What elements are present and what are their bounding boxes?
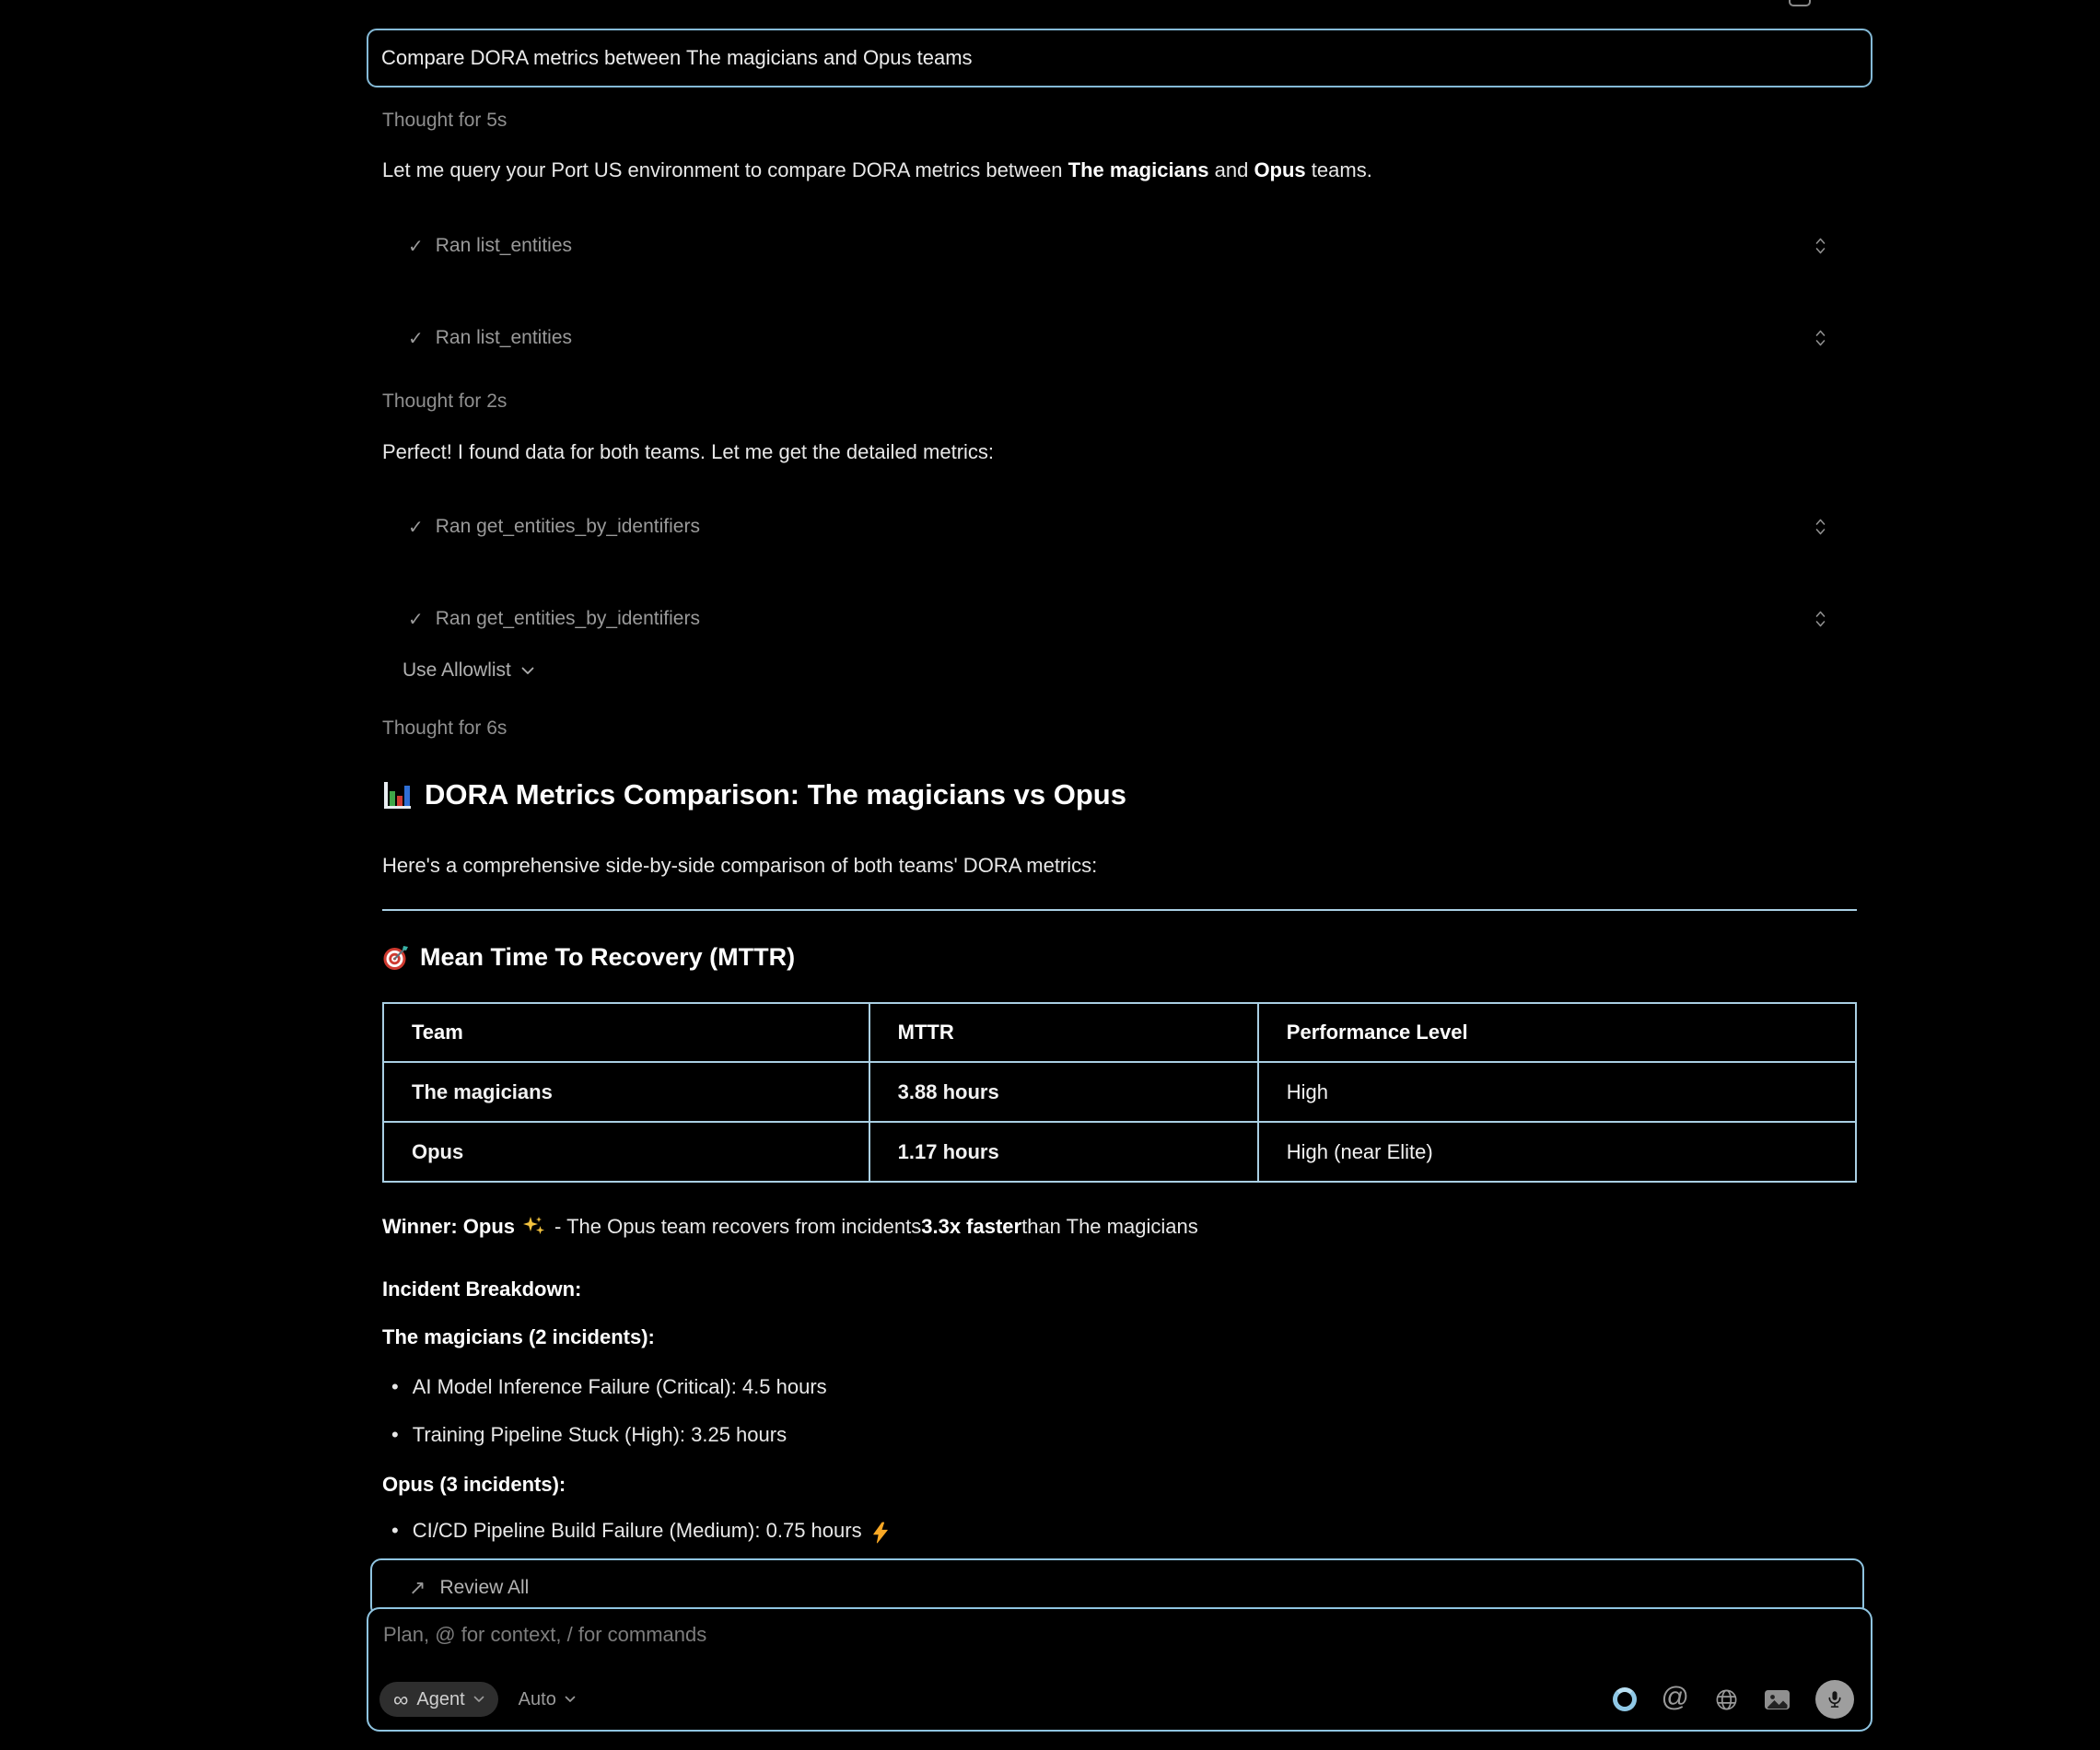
cell-level: High (near Elite) — [1258, 1122, 1856, 1182]
opus-incidents-title: Opus (3 incidents): — [382, 1473, 566, 1496]
tool-call-label: Ran get_entities_by_identifiers — [435, 608, 700, 629]
horizontal-divider — [382, 909, 1857, 911]
tool-call-label: Ran list_entities — [435, 235, 573, 256]
incident-breakdown-title: Incident Breakdown: — [382, 1278, 582, 1301]
intro-text: Let me query your Port US environment to compare DORA metrics between — [382, 158, 1068, 181]
cell-mttr: 3.88 hours — [869, 1062, 1258, 1122]
team-name-bold: The magicians — [1068, 158, 1209, 181]
team-name-bold: Opus — [1254, 158, 1306, 181]
tool-call-label: Ran get_entities_by_identifiers — [435, 516, 700, 537]
bar-chart-emoji-icon — [382, 780, 413, 811]
composer-toolbar — [379, 1680, 1854, 1719]
check-icon: ✓ — [408, 328, 424, 349]
winner-text: than The magicians — [1021, 1215, 1198, 1238]
chevron-up-down-icon[interactable] — [1814, 328, 1826, 348]
bullet-marker: • — [391, 1375, 399, 1398]
tool-call-row[interactable] — [382, 324, 1856, 352]
winner-text: - The Opus team recovers from incidents — [554, 1215, 922, 1238]
tool-call-label: Ran list_entities — [435, 327, 573, 348]
model-auto-dropdown[interactable] — [519, 1689, 576, 1710]
cell-team: The magicians — [383, 1062, 869, 1122]
review-all-label: Review All — [439, 1577, 530, 1598]
use-allowlist-dropdown[interactable] — [402, 659, 534, 682]
incident-text: CI/CD Pipeline Build Failure (Medium): 0.75 hours — [412, 1519, 862, 1542]
intro-text: teams. — [1305, 158, 1372, 181]
chevron-up-down-icon[interactable] — [1814, 236, 1826, 256]
incident-text: AI Model Inference Failure (Critical): 4.5 hours — [412, 1375, 827, 1398]
winner-bold: Winner: Opus — [382, 1215, 516, 1238]
model-label: Auto — [518, 1688, 556, 1709]
clipped-copy-icon[interactable] — [1789, 0, 1811, 6]
magicians-incidents-title: The magicians (2 incidents): — [382, 1325, 655, 1348]
incident-text: Training Pipeline Stuck (High): 3.25 hours — [412, 1423, 788, 1446]
context-usage-ring-icon[interactable] — [1613, 1687, 1637, 1711]
chevron-down-icon — [473, 1696, 484, 1703]
agent-mode-label: Agent — [416, 1688, 465, 1709]
section-heading-dora-comparison — [382, 778, 1126, 811]
assistant-paragraph: Here's a comprehensive side-by-side comparison of both teams' DORA metrics: — [382, 854, 1098, 877]
chevron-up-down-icon[interactable] — [1814, 517, 1826, 537]
thought-duration-label[interactable]: Thought for 2s — [382, 391, 508, 412]
infinity-icon: ∞ — [393, 1686, 409, 1711]
table-row — [383, 1122, 1856, 1182]
tool-call-row[interactable] — [382, 605, 1856, 633]
column-header-mttr: MTTR — [869, 1003, 1258, 1062]
chat-composer[interactable] — [367, 1607, 1872, 1732]
mention-context-icon[interactable]: @ — [1661, 1682, 1689, 1712]
table-header-row — [383, 1003, 1856, 1062]
column-header-team: Team — [383, 1003, 869, 1062]
cell-mttr: 1.17 hours — [869, 1122, 1258, 1182]
list-item — [391, 1422, 1847, 1449]
check-icon: ✓ — [408, 517, 424, 538]
chevron-up-down-icon[interactable] — [1814, 609, 1826, 629]
table-row — [383, 1062, 1856, 1122]
target-emoji-icon — [382, 944, 410, 972]
arrow-up-right-icon: ↗ — [409, 1576, 426, 1599]
chevron-down-icon — [521, 667, 534, 675]
cell-team: Opus — [383, 1122, 869, 1182]
chat-input[interactable] — [381, 1622, 1818, 1648]
list-item — [391, 1374, 1847, 1401]
mttr-comparison-table — [382, 1002, 1857, 1183]
sparkles-emoji-icon — [522, 1216, 545, 1239]
check-icon: ✓ — [408, 609, 424, 630]
heading-text: DORA Metrics Comparison: The magicians vs Opus — [425, 778, 1126, 811]
web-search-globe-icon[interactable] — [1714, 1687, 1739, 1712]
use-allowlist-label: Use Allowlist — [402, 659, 511, 681]
user-message-text: Compare DORA metrics between The magicians and Opus teams — [381, 46, 973, 69]
chevron-down-icon — [565, 1696, 576, 1703]
bullet-marker: • — [391, 1423, 399, 1446]
winner-summary-line — [382, 1214, 1856, 1241]
tool-call-row[interactable] — [382, 513, 1856, 541]
intro-text: and — [1208, 158, 1254, 181]
user-message-bubble[interactable] — [367, 29, 1872, 88]
lightning-emoji-icon — [871, 1521, 890, 1545]
assistant-paragraph: Perfect! I found data for both teams. Let me get the detailed metrics: — [382, 440, 995, 463]
tool-call-row[interactable] — [382, 232, 1856, 260]
column-header-performance: Performance Level — [1258, 1003, 1856, 1062]
winner-bold: 3.3x faster — [921, 1215, 1022, 1238]
check-icon: ✓ — [408, 236, 424, 257]
attach-image-icon[interactable] — [1764, 1688, 1791, 1711]
section-heading-mttr — [382, 943, 795, 972]
thought-duration-label[interactable]: Thought for 6s — [382, 718, 508, 739]
list-item — [391, 1518, 1847, 1545]
agent-mode-dropdown[interactable] — [379, 1682, 498, 1717]
composer-actions — [1613, 1680, 1854, 1719]
microphone-icon[interactable] — [1815, 1680, 1854, 1719]
thought-duration-label[interactable]: Thought for 5s — [382, 110, 508, 131]
heading-text: Mean Time To Recovery (MTTR) — [420, 943, 796, 971]
assistant-paragraph — [382, 158, 1856, 184]
cell-level: High — [1258, 1062, 1856, 1122]
bullet-marker: • — [391, 1519, 399, 1542]
